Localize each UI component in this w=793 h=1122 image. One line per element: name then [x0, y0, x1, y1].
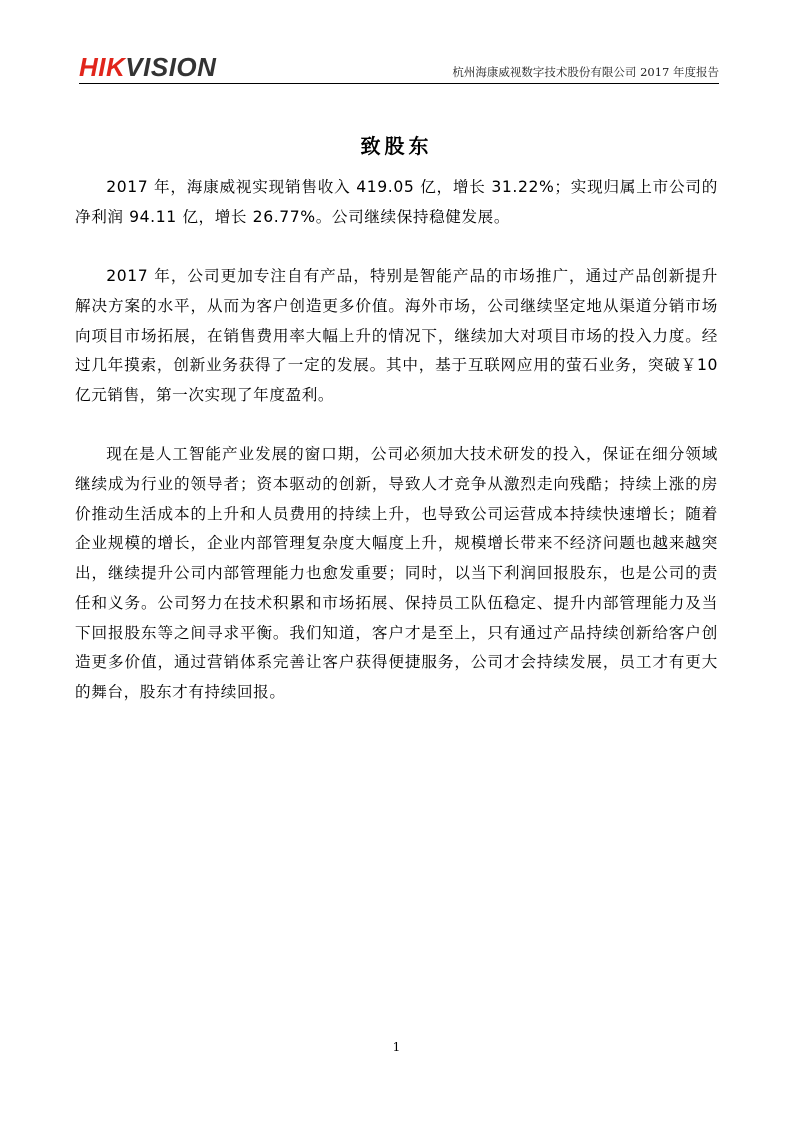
- paragraph-2: 2017 年，公司更加专注自有产品，特别是智能产品的市场推广，通过产品创新提升解决方案的水平，从而为客户创造更多价值。海外市场，公司继续坚定地从渠道分销市场向项目市场拓展，在销售费用率大幅上升的情况下，继续加大对项目市场的投入力度。经过几年摸索，创新业务获得了一定的发展。其中，基于互联网应用的萤石业务，突破￥10 亿元销售，第一次实现了年度盈利。: [75, 267, 718, 404]
- letter-title: 致股东: [360, 134, 433, 158]
- logo-vision-text: VISION: [125, 52, 217, 82]
- letter-body: [75, 173, 718, 708]
- logo-hik-text: HIK: [79, 52, 126, 82]
- paragraph-3: 现在是人工智能产业发展的窗口期，公司必须加大技术研发的投入，保证在细分领域继续成为行业的领导者；资本驱动的创新，导致人才竞争从激烈走向残酷；持续上涨的房价推动生活成本的上升和人员费用的持续上升，也导致公司运营成本持续快速增长；随着企业规模的增长，企业内部管理复杂度大幅度上升，规模增长带来不经济问题也越来越突出，继续提升公司内部管理能力也愈发重要；同时，以当下利润回报股东，也是公司的责任和义务。公司努力在技术积累和市场拓展、保持员工队伍稳定、提升内部管理能力及当下回报股东等之间寻求平衡。我们知道，客户才是至上，只有通过产品持续创新给客户创造更多价值，通过营销体系完善让客户获得便捷服务，公司才会持续发展，员工才有更大的舞台，股东才有持续回报。: [75, 445, 718, 701]
- hikvision-logo: [79, 52, 216, 82]
- page-header: [79, 50, 719, 84]
- header-divider: [79, 83, 719, 84]
- paragraph-1: 2017 年，海康威视实现销售收入 419.05 亿，增长 31.22%；实现归属上市公司的净利润 94.11 亿，增长 26.77%。公司继续保持稳健发展。: [75, 178, 718, 226]
- page-number: 1: [392, 1040, 401, 1054]
- report-title: 杭州海康威视数字技术股份有限公司 2017 年度报告: [452, 65, 719, 79]
